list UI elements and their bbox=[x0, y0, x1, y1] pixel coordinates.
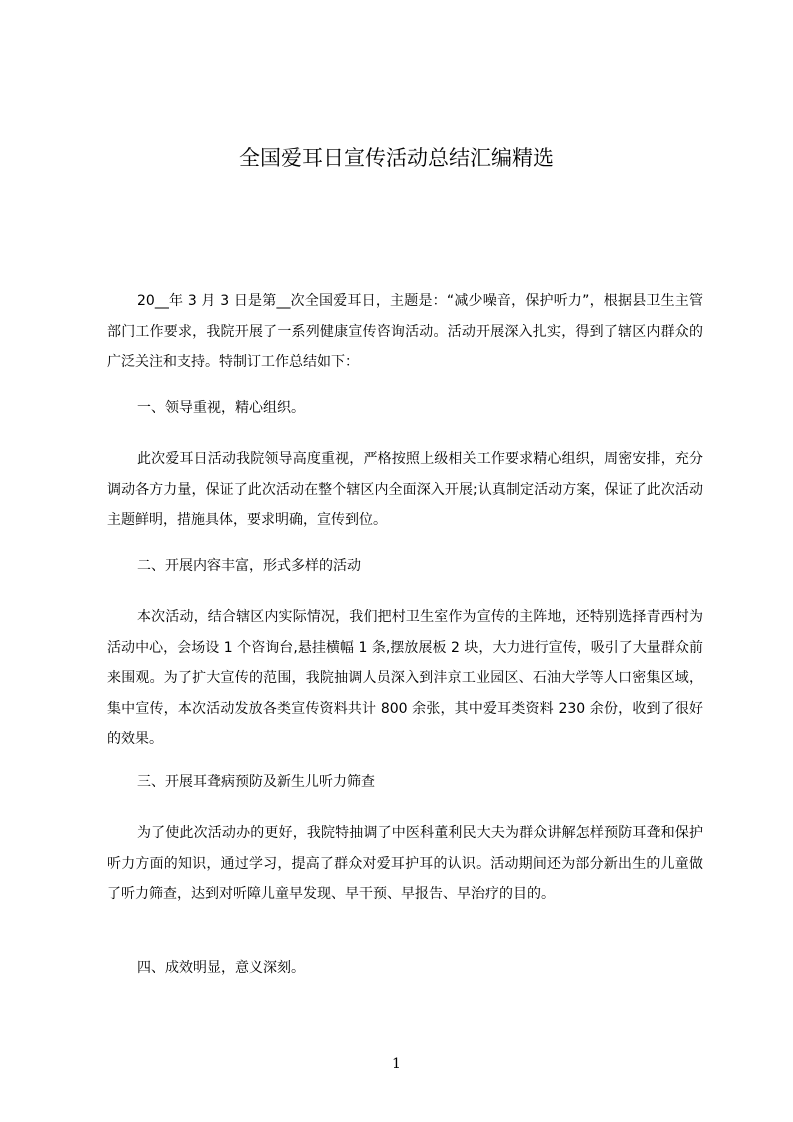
intro-paragraph: 20__年 3 月 3 日是第__次全国爱耳日，主题是：“减少噪音，保护听力”，根据县卫生主管部门工作要求，我院开展了一系列健康宣传咨询活动。活动开展深入扎实，得到了辖区内群众的广泛关注和支持。特制订工作总结如下： bbox=[107, 293, 703, 370]
section-heading-3: 三、开展耳聋病预防及新生儿听力筛查 bbox=[137, 774, 375, 790]
section-2-paragraph: 本次活动，结合辖区内实际情况，我们把村卫生室作为宣传的主阵地，还特别选择青西村为活动中心，会场设 1 个咨询台,悬挂横幅 1 条,摆放展板 2 块，大力进行宣传，吸引了大量群众前来围观。为了扩大宣传的范围，我院抽调人员深入到沣京工业园区、石油大学等人口密集区域，集中宣传，本次活动发放各类宣传资料共计 800 余张，其中爱耳类资料 230 余份，收到了很好的效果。 bbox=[107, 609, 703, 747]
document-title: 全国爱耳日宣传活动总结汇编精选 bbox=[239, 146, 554, 170]
section-heading-1: 一、领导重视，精心组织。 bbox=[137, 400, 305, 416]
section-heading-4: 四、成效明显，意义深刻。 bbox=[137, 960, 305, 976]
page-number: 1 bbox=[392, 1056, 401, 1072]
section-3-paragraph: 为了使此次活动办的更好，我院特抽调了中医科董利民大夫为群众讲解怎样预防耳聋和保护听力方面的知识，通过学习，提高了群众对爱耳护耳的认识。活动期间还为部分新出生的儿童做了听力筛查，达到对听障儿童早发现、早干预、早报告、早治疗的目的。 bbox=[107, 825, 703, 902]
section-heading-2: 二、开展内容丰富，形式多样的活动 bbox=[137, 558, 361, 574]
section-1-paragraph: 此次爱耳日活动我院领导高度重视，严格按照上级相关工作要求精心组织，周密安排，充分调动各方力量，保证了此次活动在整个辖区内全面深入开展;认真制定活动方案，保证了此次活动主题鲜明，措施具体，要求明确，宣传到位。 bbox=[107, 451, 703, 528]
